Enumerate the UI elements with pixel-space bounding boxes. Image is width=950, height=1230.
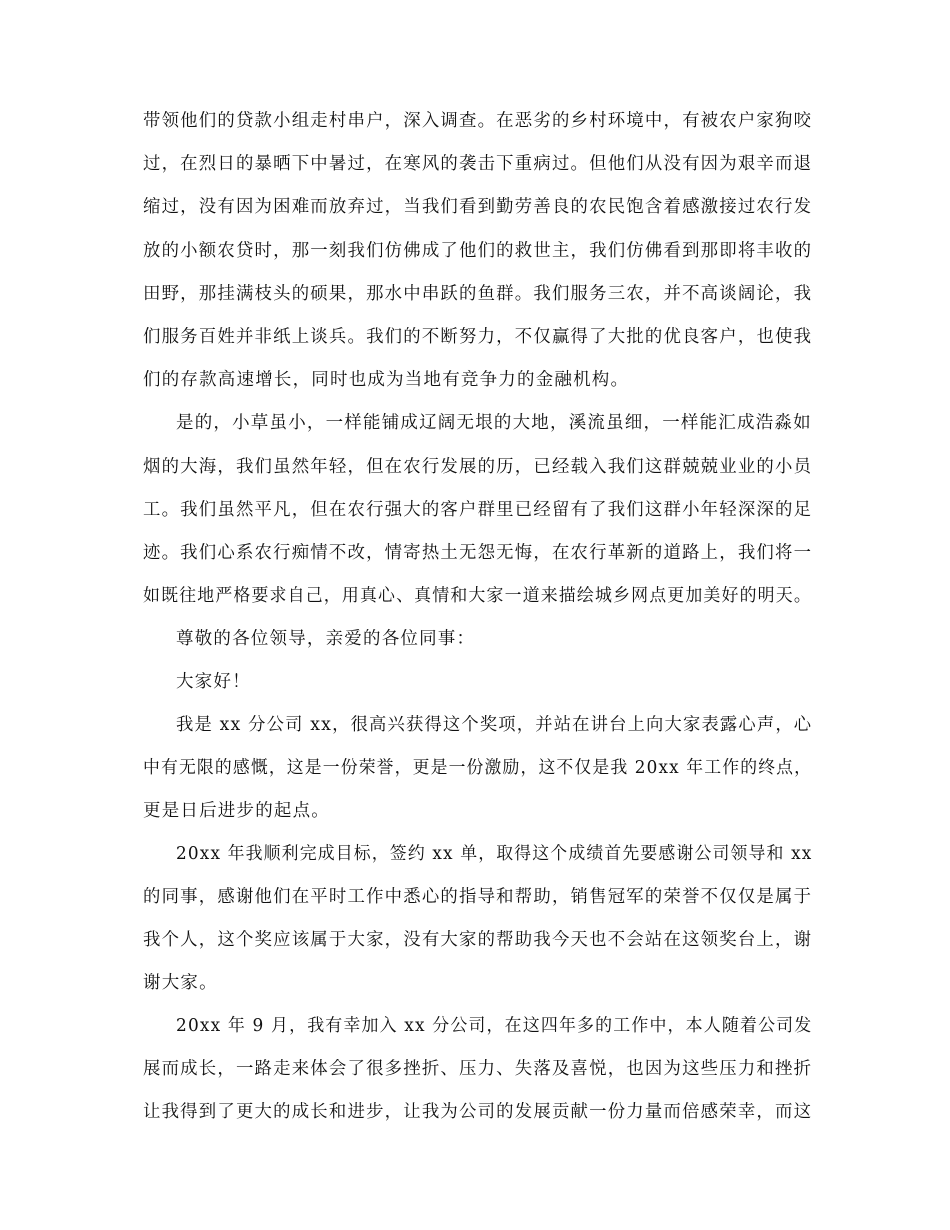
- text-line: 如既往地严格要求自己，用真心、真情和大家一道来描绘城乡网点更加美好的明天。: [143, 586, 812, 606]
- text-line: 的同事，感谢他们在平时工作中悉心的指导和帮助，销售冠军的荣誉不仅仅是属于: [143, 887, 813, 907]
- text-line: 展而成长，一路走来体会了很多挫折、压力、失落及喜悦，也因为这些压力和挫折: [143, 1059, 813, 1079]
- text-line: 田野，那挂满枝头的硕果，那水中串跃的鱼群。我们服务三农，并不高谈阔论，我: [143, 284, 813, 304]
- text-line: 中有无限的感慨，这是一份荣誉，更是一份激励，这不仅是我 20xx 年工作的终点，: [143, 758, 813, 778]
- text-line: 迹。我们心系农行痴情不改，情寄热土无怨无悔，在农行革新的道路上，我们将一: [143, 543, 813, 563]
- text-line: 更是日后进步的起点。: [143, 801, 330, 821]
- text-line: 是的，小草虽小，一样能铺成辽阔无垠的大地，溪流虽细，一样能汇成浩淼如: [176, 413, 812, 433]
- text-line: 缩过，没有因为困难而放弃过，当我们看到勤劳善良的农民饱含着感激接过农行发: [143, 197, 813, 217]
- text-line: 工。我们虽然平凡，但在农行强大的客户群里已经留有了我们这群小年轻深深的足: [143, 500, 813, 520]
- greeting: 大家好！: [176, 672, 251, 692]
- text-line: 烟的大海，我们虽然年轻，但在农行发展的历，已经载入我们这群兢兢业业的小员: [143, 457, 813, 477]
- text-line: 谢大家。: [143, 973, 218, 993]
- text-line: 带领他们的贷款小组走村串户，深入调查。在恶劣的乡村环境中，有被农户家狗咬: [143, 111, 813, 131]
- text-line: 20xx 年我顺利完成目标，签约 xx 单，取得这个成绩首先要感谢公司领导和 xx: [176, 844, 813, 864]
- text-line: 20xx 年 9 月，我有幸加入 xx 分公司，在这四年多的工作中，本人随着公司发: [176, 1016, 813, 1036]
- text-line: 让我得到了更大的成长和进步，让我为公司的发展贡献一份力量而倍感荣幸，而这: [143, 1102, 813, 1122]
- text-line: 我是 xx 分公司 xx，很高兴获得这个奖项，并站在讲台上向大家表露心声，心: [176, 715, 813, 735]
- text-line: 们的存款高速增长，同时也成为当地有竞争力的金融机构。: [143, 370, 630, 390]
- text-line: 我个人，这个奖应该属于大家，没有大家的帮助我今天也不会站在这领奖台上，谢: [143, 930, 813, 950]
- text-line: 们服务百姓并非纸上谈兵。我们的不断努力，不仅赢得了大批的优良客户，也使我: [143, 327, 813, 347]
- salutation: 尊敬的各位领导，亲爱的各位同事：: [176, 629, 476, 649]
- text-line: 过，在烈日的暴晒下中暑过，在寒风的袭击下重病过。但他们从没有因为艰辛而退: [143, 154, 813, 174]
- text-line: 放的小额农贷时，那一刻我们仿佛成了他们的救世主，我们仿佛看到那即将丰收的: [143, 241, 813, 261]
